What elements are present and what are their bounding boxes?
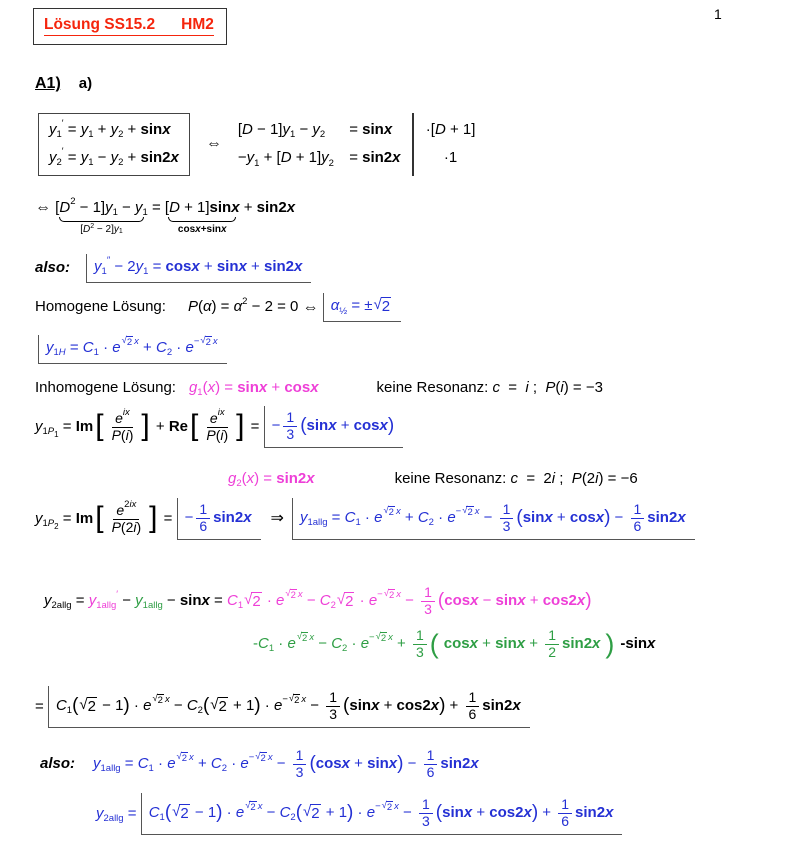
y1h-solution-line: y 1 H = C 1 · e √ 2 x + C 2 · e − √ 2 x [38, 335, 227, 364]
sqrt-radical: √ 2 [79, 695, 96, 715]
page-title [44, 16, 214, 36]
also-y1-ode-line: also: y 1 ″ − 2 y 1 = cos x + sin x + sin2 x [35, 254, 311, 283]
y1p2-and-y1allg-line: y 1 P 2 = Im [ e 2 ix P (2 i ) ] = − $\frac{1}{6}$ sin2 x ⇒ y 1allg = C 1 · e √ 2 x + C 2 · e − √ 2 x − $\frac{1}{3}$ ( sin x + cos x ) − $\frac{1}{6}$ sin2 x [35, 498, 695, 540]
header-gap [155, 16, 181, 34]
inhomogeneous-g1-line: Inhomogene Lösung: g 1 ( x ) = sin x + cos x keine Resonanz: c = i ; P ( i ) = −3 [35, 379, 603, 399]
green-derivative-terms-line: - C 1 · e √ 2 x − C 2 · e − √ 2 x + $\frac{1}{3}$ ( cos x + sin x + $\frac{1}{2}$ sin2 x ) -sin x [253, 627, 656, 660]
sqrt-radical: √ 2 [244, 590, 261, 610]
sqrt-radical: √ 2 [381, 799, 393, 813]
underbrace-icon [59, 217, 144, 222]
sqrt-radical: √ 2 [373, 296, 391, 315]
sqrt-radical: √ 2 [375, 630, 387, 644]
sqrt-radical: √ 2 [200, 335, 211, 349]
section-label: A1) [35, 75, 61, 92]
y1p1-particular-line: y 1 P 1 = Im [ e ix P ( i ) ] + Re [ e ix P ( i ) ] = − $\frac{1}{3}$ ( sin x + cos x ) [35, 406, 403, 448]
page-number: 1 [714, 6, 722, 22]
sqrt-radical: √ 2 [245, 799, 256, 813]
sqrt-radical: √ 2 [383, 587, 395, 601]
header-title-text: Lösung SS15.2 [44, 16, 156, 33]
underbrace-group: [ D 2 − 1] y 1 − y 1 [ D 2 − 2] y 1 [55, 196, 148, 236]
underbrace-group: [ D + 1] sin x cos x + sin x [164, 198, 240, 236]
section-part: a) [78, 75, 93, 92]
sqrt-radical: √ 2 [172, 802, 189, 822]
y2allg-final-line: y 2allg = C 1 ( √ 2 − 1 ) · e √ 2 x − C 2 ( √ 2 + 1 ) · e − √ 2 x − $\frac{1}{3}$ ( sin x + cos2 x ) + $\frac{1}{6}$ sin2 x [96, 793, 622, 835]
sqrt-radical: √ 2 [336, 590, 354, 610]
operator-elimination-line: ⇔ [ D 2 − 1] y 1 − y 1 [ D 2 − 2] y 1 = [ D + 1] sin x cos x + sin x + sin2 x [35, 196, 296, 236]
sqrt-radical: √ 2 [462, 504, 473, 518]
sqrt-radical: √ 2 [303, 802, 320, 822]
g2-resonance-line: g 2 ( x ) = sin2 x keine Resonanz: c = 2 i ; P (2 i ) = −6 [228, 470, 638, 490]
underbrace-icon [168, 217, 236, 222]
sqrt-radical: √ 2 [288, 692, 300, 706]
section-heading [35, 75, 92, 93]
y2allg-combined-line: = C 1 ( √ 2 − 1 ) · e √ 2 x − C 2 ( √ 2 + 1 ) · e − √ 2 x − $\frac{1}{3}$ ( sin x + cos2 x ) + $\frac{1}{6}$ sin2 x [35, 686, 530, 728]
also-y1allg-final-line: also: y 1allg = C 1 · e √ 2 x + C 2 · e − √ 2 x − $\frac{1}{3}$ ( cos x + sin x ) − $\frac{1}{6}$ sin2 x [40, 747, 479, 780]
header-box [33, 8, 227, 45]
sqrt-radical: √ 2 [210, 695, 227, 715]
sqrt-radical: √ 2 [285, 587, 296, 601]
y2allg-derivation-line: y 2allg = y 1allg ′ − y 1allg − sin x = C 1 √ 2 · e √ 2 x − C 2 √ 2 · e − √ 2 x − $\frac{1}{3}$ ( cos x − sin x + cos2 x ) [44, 584, 592, 617]
header-course-text: HM2 [181, 16, 214, 33]
homogeneous-solution-line: Homogene Lösung: P ( α ) = α 2 − 2 = 0 ⇔ α ½ = ± √ 2 [35, 293, 401, 322]
sqrt-radical: √ 2 [255, 750, 266, 764]
ode-system-line: y 1 ′ = y 1 + y 2 + sin x y 2 ′ = y 1 − y 2 + sin2 x ⇔ [ D − 1] y 1 − y 2 = sin x − y 1 + [ D + 1] y 2 = sin2 x ·[ D + 1] ·1 [38, 113, 475, 176]
sqrt-radical: √ 2 [383, 504, 394, 518]
sqrt-radical: √ 2 [152, 692, 163, 706]
sqrt-radical: √ 2 [121, 335, 133, 349]
sqrt-radical: √ 2 [296, 630, 308, 644]
sqrt-radical: √ 2 [176, 750, 188, 764]
